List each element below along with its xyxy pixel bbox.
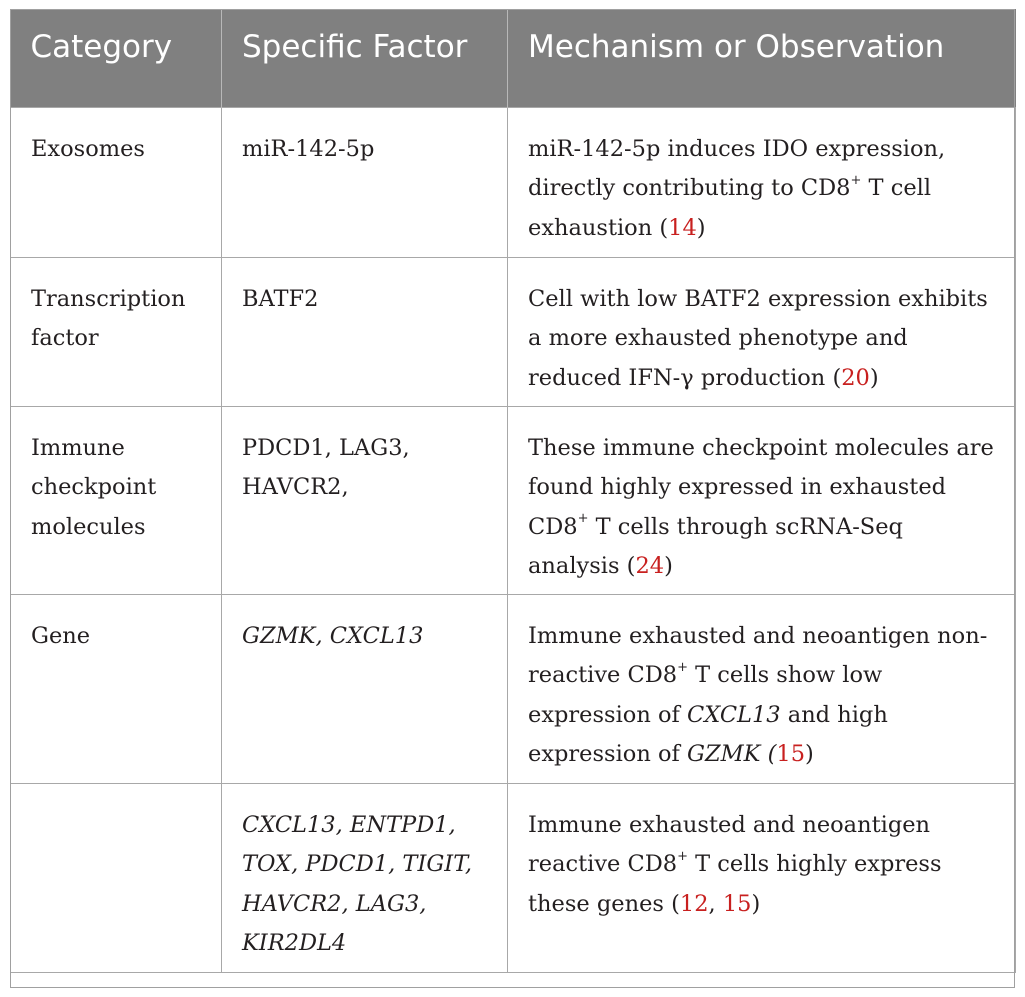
header-row	[11, 9, 1016, 107]
cell-category: Transcription factor	[11, 257, 222, 406]
cell-factor: PDCD1, LAG3, HAVCR2,	[222, 406, 508, 594]
header-category: Category	[11, 9, 222, 107]
table-row	[11, 257, 1016, 406]
cell-factor: BATF2	[222, 257, 508, 406]
reference-link[interactable]: 15	[776, 741, 806, 767]
reference-link[interactable]: 24	[635, 553, 665, 579]
table-row	[11, 594, 1016, 783]
cell-category: Exosomes	[11, 107, 222, 257]
cell-category: Immune checkpoint molecules	[11, 406, 222, 594]
cell-mechanism: miR-142-5p induces IDO expression, directly contributing to CD8+ T cell exhaustion (14)	[508, 107, 1016, 257]
cell-mechanism: These immune checkpoint molecules are found highly expressed in exhausted CD8+ T cells through scRNA-Seq analysis (24)	[508, 406, 1016, 594]
table-row	[11, 783, 1016, 972]
header-specific-factor: Specific Factor	[222, 9, 508, 107]
header-mechanism: Mechanism or Observation	[508, 9, 1016, 107]
cell-factor: miR-142-5p	[222, 107, 508, 257]
data-table	[10, 9, 1016, 973]
table-row	[11, 406, 1016, 594]
reference-link[interactable]: 20	[841, 364, 870, 391]
reference-link[interactable]: 14	[668, 214, 697, 241]
cell-mechanism: Immune exhausted and neoantigen non-reactive CD8+ T cells show low expression of CXCL13 and high expression of GZMK (15)	[508, 594, 1016, 783]
reference-link[interactable]: 15	[722, 890, 752, 917]
cell-category: Gene	[11, 594, 222, 783]
cell-factor: GZMK, CXCL13	[222, 594, 508, 783]
cell-category	[11, 783, 222, 972]
cell-factor: CXCL13, ENTPD1, TOX, PDCD1, TIGIT, HAVCR2, LAG3, KIR2DL4	[222, 783, 508, 972]
cell-mechanism: Cell with low BATF2 expression exhibits a more exhausted phenotype and reduced IFN-γ production (20)	[508, 257, 1016, 406]
reference-link[interactable]: 12	[679, 890, 709, 917]
cell-mechanism: Immune exhausted and neoantigen reactive CD8+ T cells highly express these genes (12, 15)	[508, 783, 1016, 972]
table-row	[11, 107, 1016, 257]
